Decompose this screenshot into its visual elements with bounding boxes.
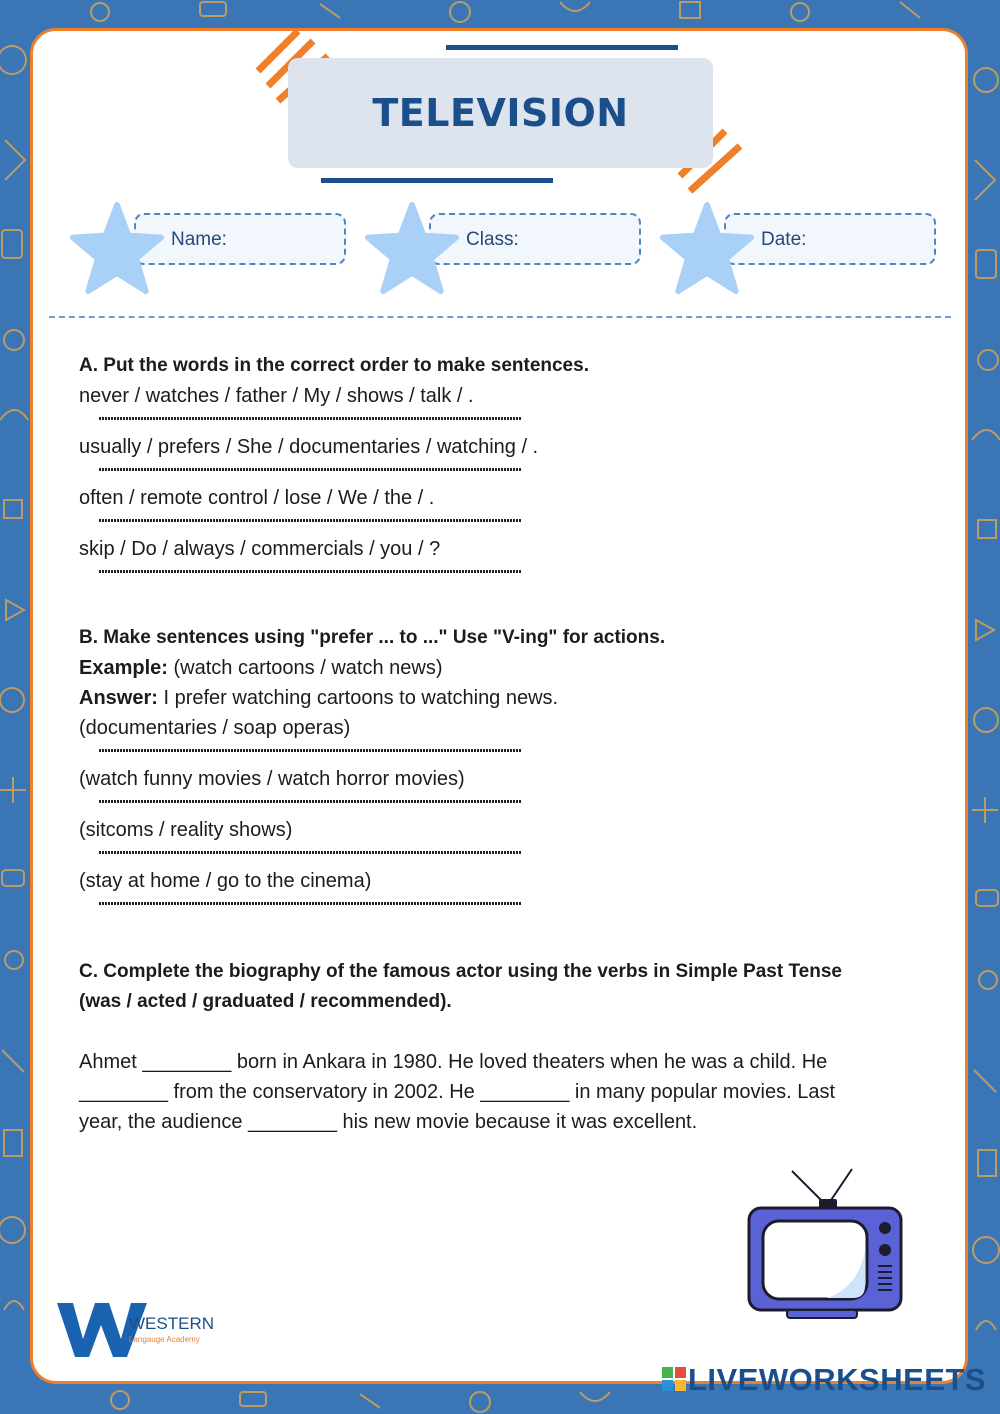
class-label: Class:	[466, 229, 519, 250]
class-field-box[interactable]	[429, 213, 641, 265]
worksheet-content	[79, 351, 959, 1137]
answer-example-line	[79, 683, 959, 713]
worksheet-page	[30, 28, 968, 1384]
answer-line[interactable]	[99, 851, 522, 854]
date-field[interactable]	[659, 201, 949, 301]
section-b-item: (watch funny movies / watch horror movies)	[79, 768, 465, 790]
liveworksheets-watermark	[662, 1362, 986, 1398]
answer-line[interactable]	[99, 902, 522, 905]
answer-line[interactable]	[99, 570, 522, 573]
section-b-heading: B. Make sentences using "prefer ... to ..." Use "V-ing" for actions.	[79, 627, 666, 648]
section-a-heading: A. Put the words in the correct order to make sentences.	[79, 355, 589, 376]
section-b-item: (documentaries / soap operas)	[79, 717, 351, 739]
section-a-item: usually / prefers / She / documentaries / watching / .	[79, 436, 539, 458]
divider	[49, 316, 951, 318]
tv-icon	[747, 1166, 907, 1321]
title-bar-bottom	[321, 178, 553, 183]
section-c-heading: C. Complete the biography of the famous actor using the verbs in Simple Past Tense	[79, 961, 842, 982]
answer-label: Answer:	[79, 687, 158, 709]
name-field[interactable]	[69, 201, 359, 301]
answer-line[interactable]	[99, 519, 522, 522]
answer-line[interactable]	[99, 468, 522, 471]
section-b-item: (stay at home / go to the cinema)	[79, 870, 372, 892]
answer-line[interactable]	[99, 800, 522, 803]
watermark-text: LIVEWORKSHEETS	[688, 1362, 987, 1397]
western-logo	[55, 1301, 235, 1365]
star-icon	[69, 201, 165, 297]
biography-line: year, the audience ________ his new movie because it was excellent.	[79, 1111, 698, 1133]
w-logo-icon	[55, 1301, 235, 1361]
section-a-item: often / remote control / lose / We / the / .	[79, 487, 435, 509]
date-field-box[interactable]	[724, 213, 936, 265]
answer-line[interactable]	[99, 417, 522, 420]
title-bar-top	[446, 45, 678, 50]
date-label: Date:	[761, 229, 807, 250]
logo-name: WESTERN	[129, 1314, 214, 1333]
example-label: Example:	[79, 657, 168, 679]
title-box	[288, 58, 713, 168]
example-text: (watch cartoons / watch news)	[167, 657, 443, 679]
biography-line: Ahmet ________ born in Ankara in 1980. He loved theaters when he was a child. He	[79, 1051, 828, 1073]
star-icon	[659, 201, 755, 297]
section-a-item: never / watches / father / My / shows / talk / .	[79, 385, 474, 407]
name-field-box[interactable]	[134, 213, 346, 265]
liveworksheets-icon	[662, 1367, 688, 1393]
section-b-item: (sitcoms / reality shows)	[79, 819, 293, 841]
page-title: TELEVISION	[372, 91, 629, 135]
section-c-heading-verbs: (was / acted / graduated / recommended).	[79, 991, 452, 1012]
logo-tagline: Langauge Academy	[129, 1335, 200, 1344]
name-label: Name:	[171, 229, 227, 250]
section-a-item: skip / Do / always / commercials / you / ?	[79, 538, 441, 560]
answer-line[interactable]	[99, 749, 522, 752]
star-icon	[364, 201, 460, 297]
biography-line: ________ from the conservatory in 2002. He ________ in many popular movies. Last	[79, 1081, 836, 1103]
answer-text: I prefer watching cartoons to watching news.	[157, 687, 559, 709]
class-field[interactable]	[364, 201, 654, 301]
example-line	[79, 653, 959, 683]
